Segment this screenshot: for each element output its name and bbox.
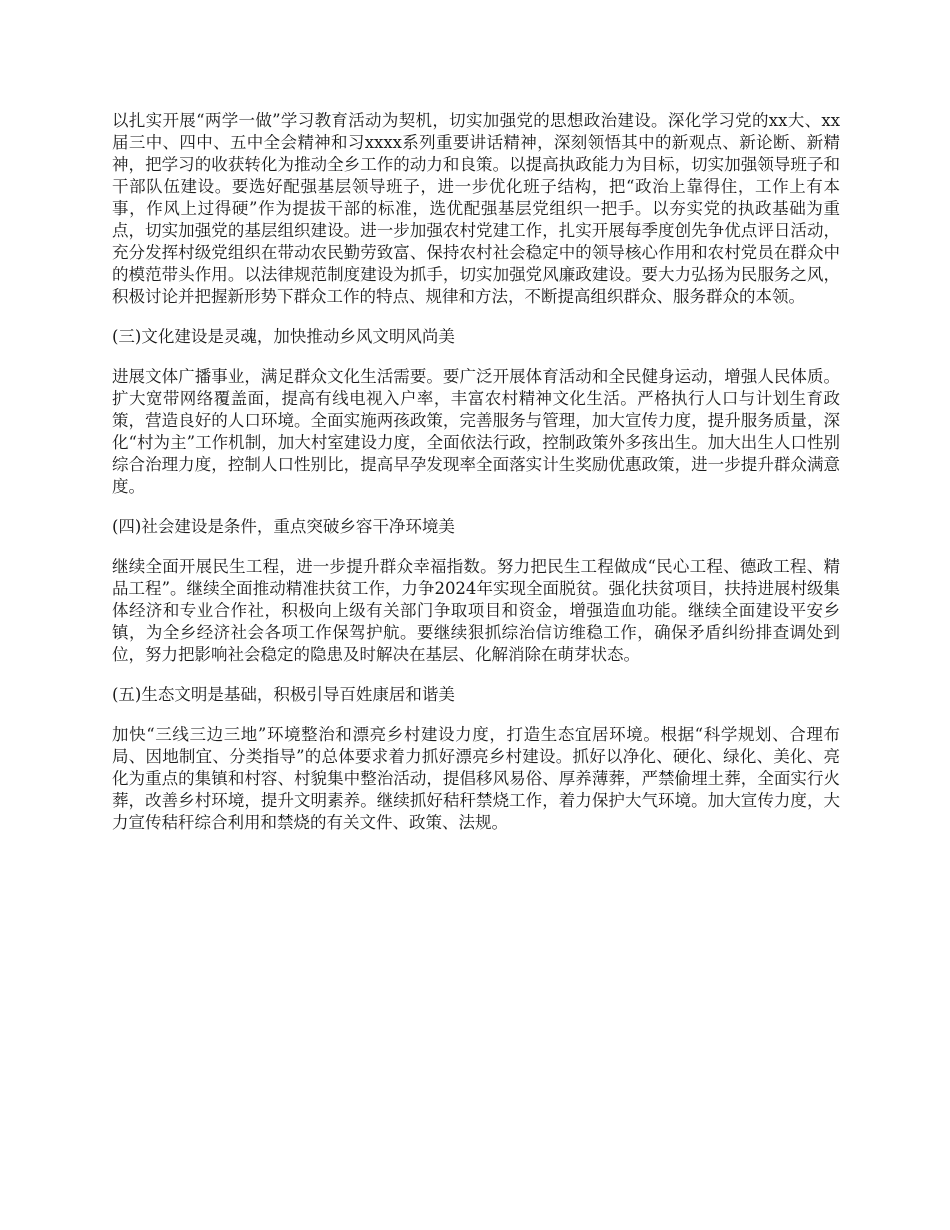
- section-heading-society: (四)社会建设是条件，重点突破乡容干净环境美: [112, 517, 455, 536]
- body-paragraph-ecology: 加快“三线三边三地”环境整治和漂亮乡村建设力度，打造生态宜居环境。根据“科学规划、合理布局、因地制宜、分类指导”的总体要求着力抓好漂亮乡村建设。抓好以净化、硬化、绿化、美化、亮化为重点的集镇和村容、村貌集中整治活动，提倡移风易俗、厚养薄葬，严禁偷埋土葬，全面实行火葬，改善乡村环境，提升文明素养。继续抓好秸秆禁烧工作，着力保护大气环境。加大宣传力度，大力宣传秸秆综合利用和禁烧的有关文件、政策、法规。: [112, 725, 840, 832]
- body-paragraph-party-building: 以扎实开展“两学一做”学习教育活动为契机，切实加强党的思想政治建设。深化学习党的xx大、xx届三中、四中、五中全会精神和习xxxx系列重要讲话精神，深刻领悟其中的新观点、新论断、新精神，把学习的收获转化为推动全乡工作的动力和良策。以提高执政能力为目标，切实加强领导班子和干部队伍建设。要选好配强基层领导班子，进一步优化班子结构，把“政治上靠得住，工作上有本事，作风上过得硬”作为提拔干部的标准，选优配强基层党组织一把手。以夯实党的执政基础为重点，切实加强党的基层组织建设。进一步加强农村党建工作，扎实开展每季度创先争优点评日活动，充分发挥村级党组织在带动农民勤劳致富、保持农村社会稳定中的领导核心作用和农村党员在群众中的模范带头作用。以法律规范制度建设为抓手，切实加强党风廉政建设。要大力弘扬为民服务之风，积极讨论并把握新形势下群众工作的特点、规律和方法，不断提高组织群众、服务群众的本领。: [112, 111, 840, 306]
- body-paragraph-culture: 进展文体广播事业，满足群众文化生活需要。要广泛开展体育活动和全民健身运动，增强人民体质。扩大宽带网络覆盖面，提高有线电视入户率，丰富农村精神文化生活。严格执行人口与计划生育政策，营造良好的人口环境。全面实施两孩政策，完善服务与管理，加大宣传力度，提升服务质量，深化“村为主”工作机制，加大村室建设力度，全面依法行政，控制政策外多孩出生。加大出生人口性别综合治理力度，控制人口性别比，提高早孕发现率全面落实计生奖励优惠政策，进一步提升群众满意度。: [112, 367, 840, 496]
- body-paragraph-society: 继续全面开展民生工程，进一步提升群众幸福指数。努力把民生工程做成“民心工程、德政工程、精品工程”。继续全面推动精准扶贫工作，力争2024年实现全面脱贫。强化扶贫项目，扶持进展村级集体经济和专业合作社，积极向上级有关部门争取项目和资金，增强造血功能。继续全面建设平安乡镇，为全乡经济社会各项工作保驾护航。要继续狠抓综治信访维稳工作，确保矛盾纠纷排查调处到位，努力把影响社会稳定的隐患及时解决在基层、化解消除在萌芽状态。: [112, 557, 840, 664]
- section-heading-ecology: (五)生态文明是基础，积极引导百姓康居和谐美: [112, 685, 455, 704]
- section-heading-culture: (三)文化建设是灵魂，加快推动乡风文明风尚美: [112, 327, 455, 346]
- document-page: [112, 110, 840, 852]
